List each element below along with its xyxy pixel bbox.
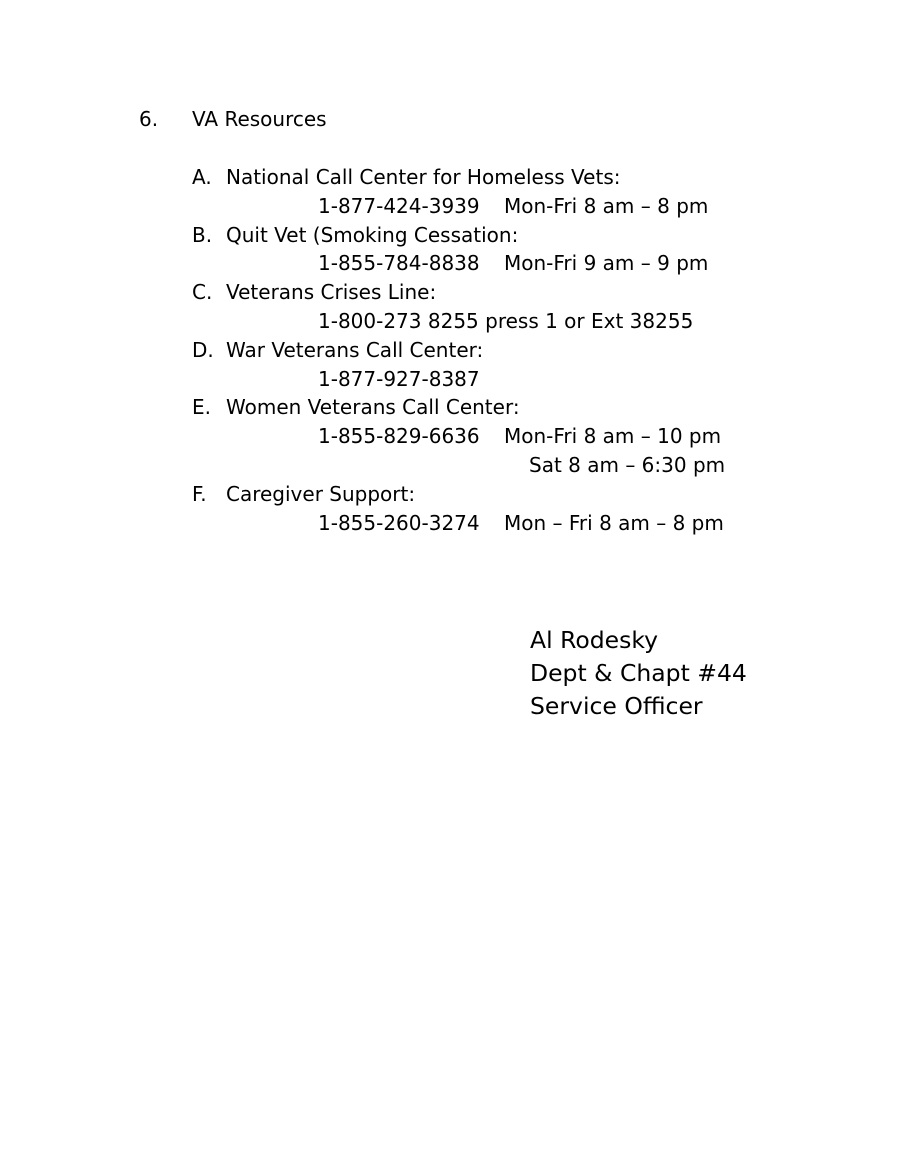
resource-item-phone: 1-855-829-6636 [318, 424, 480, 449]
signature-block [530, 624, 747, 723]
resource-item-phone: 1-800-273 8255 press 1 or Ext 38255 [318, 308, 694, 333]
resource-item-phone: 1-877-927-8387 [318, 366, 480, 391]
resource-item-letter: A. [192, 165, 212, 189]
resource-item-name: Quit Vet (Smoking Cessation: [226, 222, 519, 247]
resource-item-name-line [192, 482, 872, 511]
resource-item-name-line [192, 395, 872, 424]
resource-item-name: Veterans Crises Line: [226, 280, 437, 305]
signature-department: Dept & Chapt #44 [530, 659, 747, 687]
resource-item-contact-line [192, 309, 872, 338]
resource-item-phone: 1-877-424-3939 [318, 193, 480, 218]
resource-item-letter: E. [192, 395, 211, 420]
resource-item-letter: C. [192, 280, 213, 305]
resource-item-hours: Mon-Fri 8 am – 10 pm [504, 424, 722, 449]
resource-item-name: Women Veterans Call Center: [226, 395, 520, 420]
resource-item-contact-line [192, 367, 872, 396]
resource-item-letter: F. [192, 481, 207, 506]
resource-item-phone: 1-855-784-8838 [318, 251, 480, 276]
resource-item-letter: B. [192, 222, 213, 247]
resource-item-name-line [192, 165, 872, 194]
section-title: VA Resources [192, 107, 327, 131]
resource-item-name-line [192, 223, 872, 252]
resource-item-contact-line [192, 194, 872, 223]
resource-item-hours: Mon-Fri 9 am – 9 pm [504, 251, 709, 276]
resource-item-hours-extra: Sat 8 am – 6:30 pm [529, 452, 726, 477]
resource-item-extra-hours-line [192, 453, 872, 482]
resource-item-contact-line [192, 511, 872, 540]
section-number: 6. [139, 107, 159, 131]
resource-item-hours: Mon-Fri 8 am – 8 pm [504, 193, 709, 218]
resource-item-contact-line [192, 251, 872, 280]
resource-item-name: Caregiver Support: [226, 481, 416, 506]
resource-item-name: War Veterans Call Center: [226, 337, 484, 362]
resource-item-contact-line [192, 424, 872, 453]
signature-name: Al Rodesky [530, 626, 659, 654]
resource-item-name-line [192, 280, 872, 309]
resource-list [192, 165, 872, 539]
signature-role: Service Officer [530, 692, 703, 720]
resource-item-name: National Call Center for Homeless Vets: [226, 165, 621, 189]
resource-item-hours: Mon – Fri 8 am – 8 pm [504, 510, 724, 535]
resource-item-letter: D. [192, 337, 214, 362]
resource-item-phone: 1-855-260-3274 [318, 510, 480, 535]
resource-item-name-line [192, 338, 872, 367]
